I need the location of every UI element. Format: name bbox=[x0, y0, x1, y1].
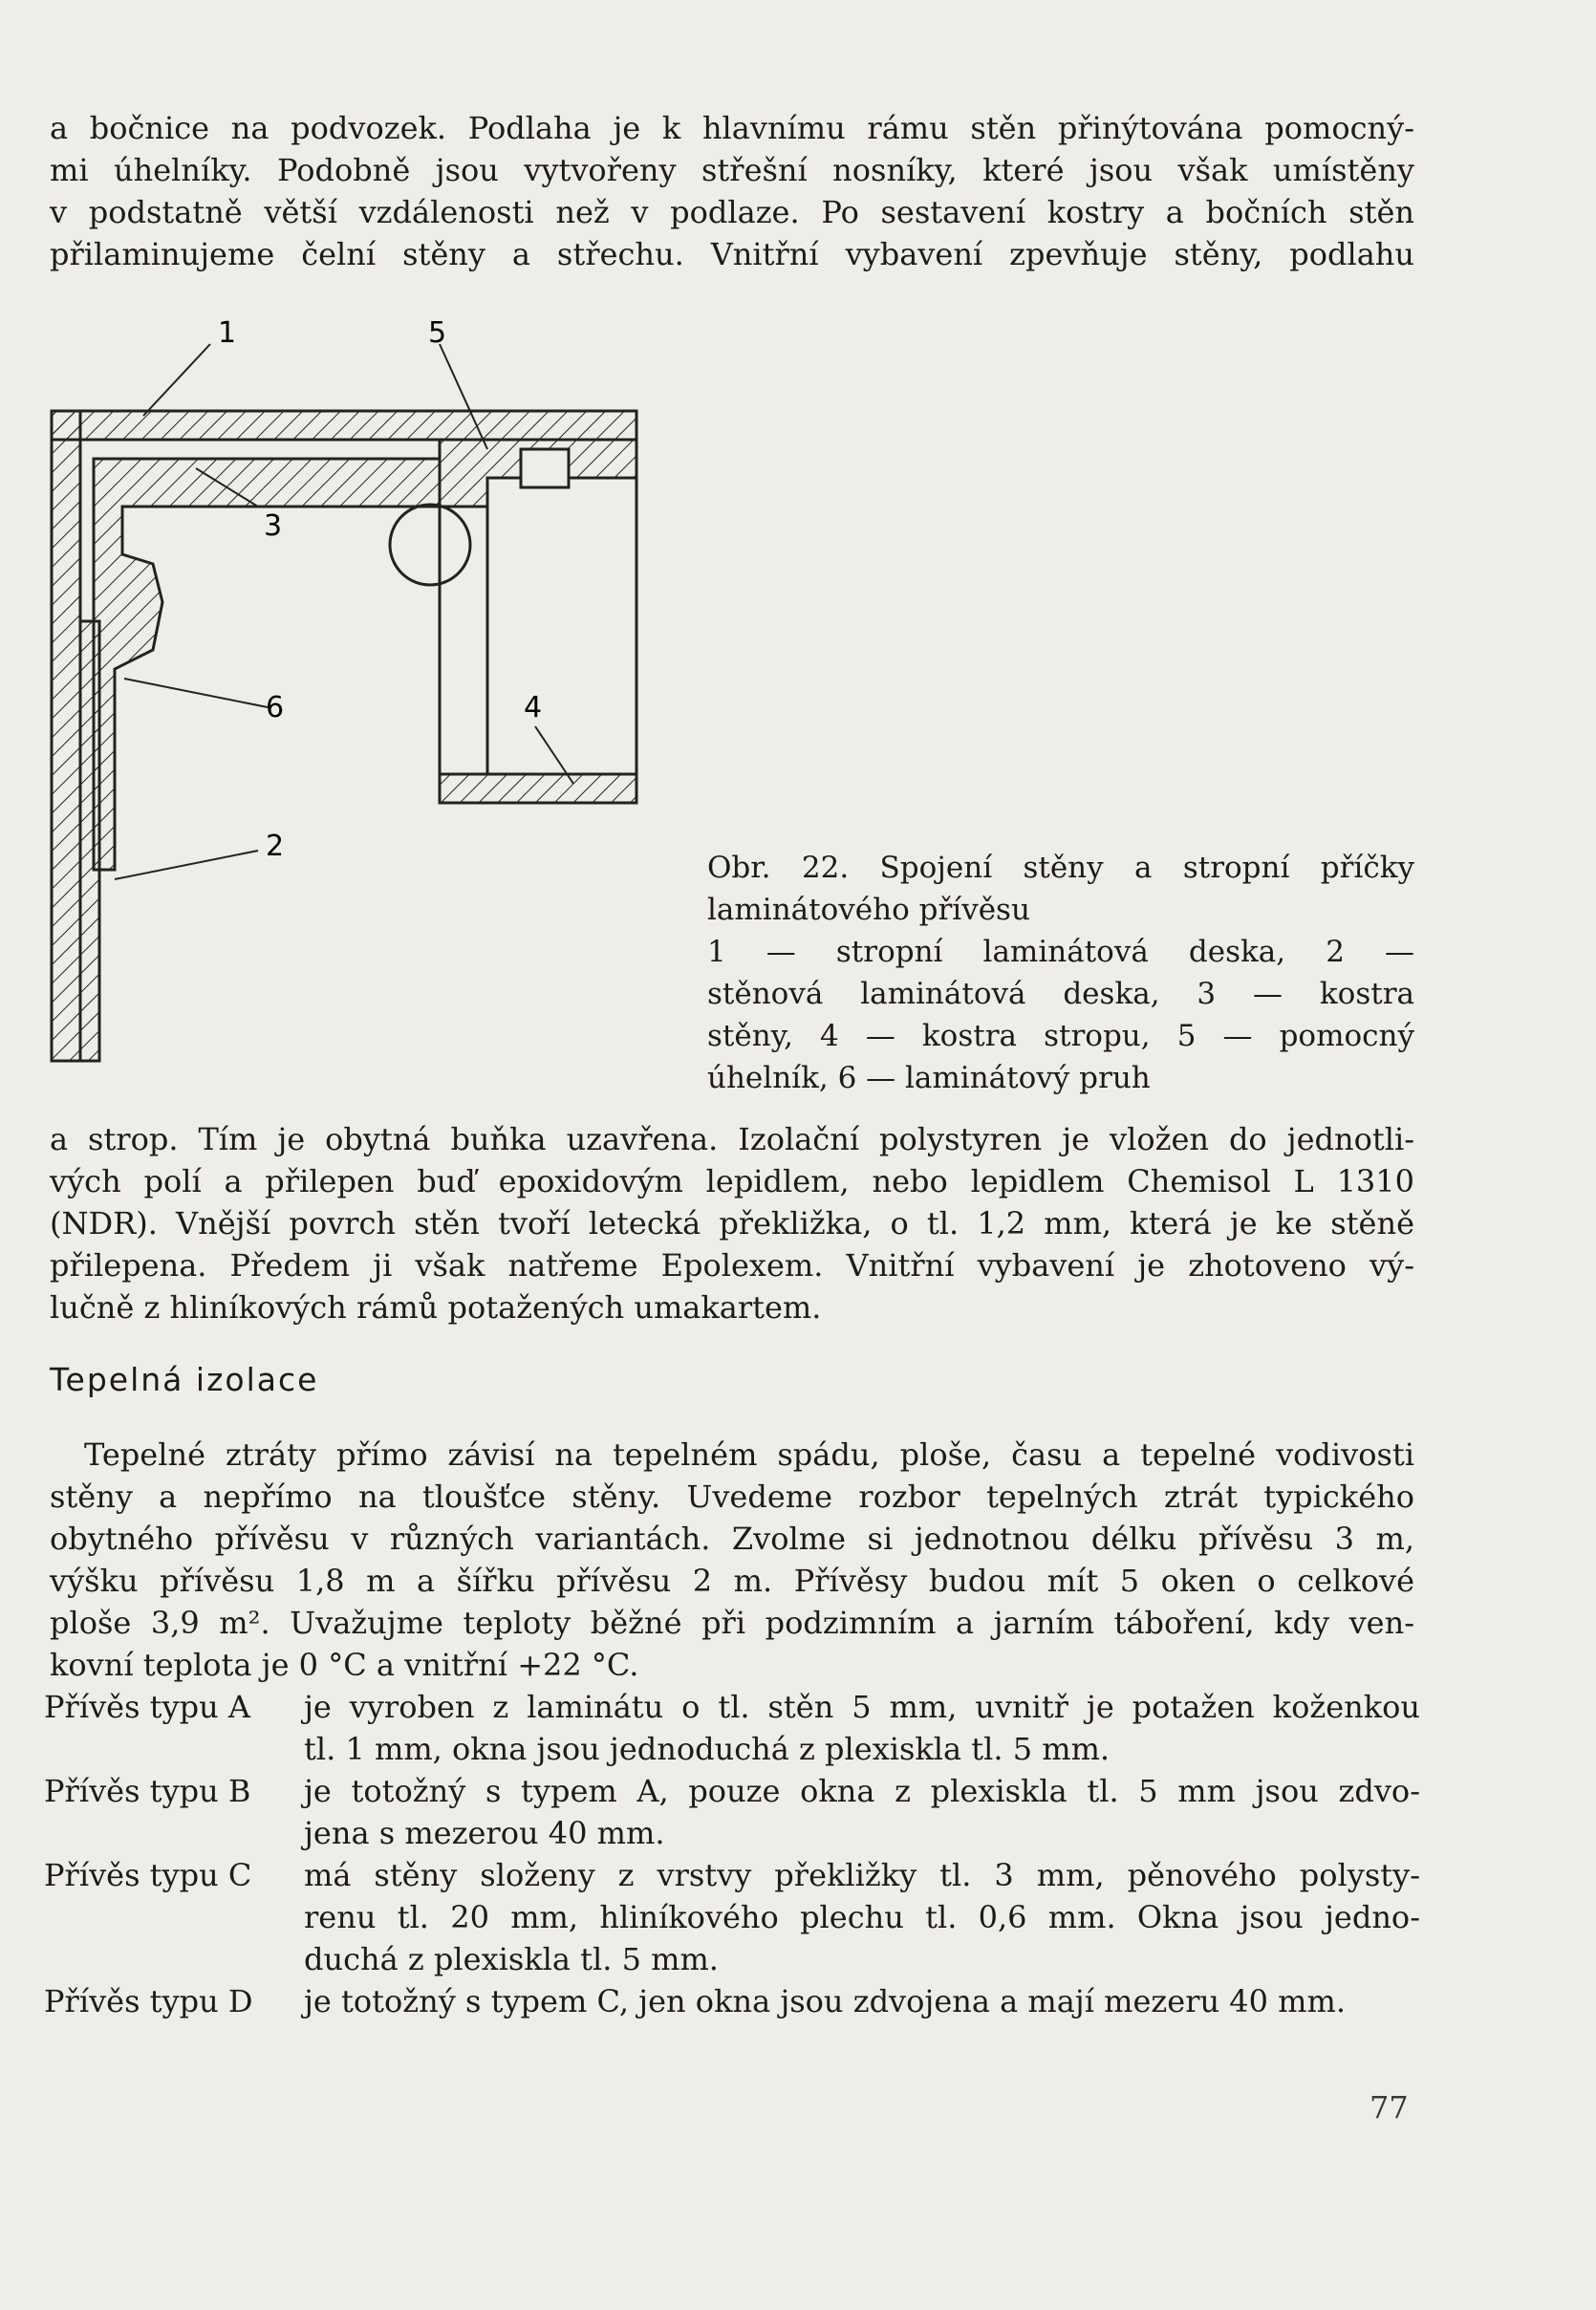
label-5: 5 bbox=[428, 316, 447, 350]
type-description bbox=[304, 1854, 1420, 1980]
label-6: 6 bbox=[266, 691, 285, 724]
caption-line: laminátového přívěsu bbox=[707, 893, 1030, 927]
after-line: a strop. Tím je obytná buňka uzavřena. Izolační polystyren je vložen do jednotli- bbox=[50, 1121, 1414, 1157]
connector bbox=[440, 507, 487, 774]
type-line: je totožný s typem A, pouze okna z plexiskla tl. 5 mm jsou zdvo- bbox=[304, 1773, 1420, 1809]
heat-loss-paragraph bbox=[50, 1434, 1414, 1686]
ceiling-board bbox=[52, 411, 636, 440]
type-name: Přívěs typu D bbox=[44, 1983, 253, 2019]
trailer-type-list bbox=[44, 1686, 1420, 2022]
intro-line: a bočnice na podvozek. Podlaha je k hlavnímu rámu stěn přinýtována pomocný- bbox=[50, 110, 1414, 146]
ceiling-frame bbox=[440, 774, 636, 803]
type-line: jena s mezerou 40 mm. bbox=[304, 1815, 665, 1851]
body-line: ploše 3,9 m². Uvažujme teploty běžné při podzimním a jarním táboření, kdy ven- bbox=[50, 1605, 1414, 1641]
intro-line: v podstatně větší vzdálenosti než v podlaze. Po sestavení kostry a bočních stěn bbox=[50, 194, 1414, 230]
after-line: lučně z hliníkových rámů potažených umakartem. bbox=[50, 1289, 822, 1326]
type-line: má stěny složeny z vrstvy překližky tl. 3 mm, pěnového polysty- bbox=[304, 1857, 1420, 1893]
caption-line: stěny, 4 — kostra stropu, 5 — pomocný bbox=[707, 1019, 1414, 1053]
label-2: 2 bbox=[266, 830, 285, 863]
caption-line: úhelník, 6 — laminátový pruh bbox=[707, 1061, 1151, 1095]
after-figure-paragraph bbox=[50, 1118, 1414, 1328]
label-3: 3 bbox=[264, 509, 283, 543]
section-heading: Tepelná izolace bbox=[50, 1361, 319, 1398]
figure-caption bbox=[707, 847, 1414, 1099]
intro-line: mi úhelníky. Podobně jsou vytvořeny střešní nosníky, které jsou však umístěny bbox=[50, 152, 1414, 188]
intro-paragraph bbox=[50, 107, 1414, 275]
cross-section-figure bbox=[38, 315, 650, 1080]
page-number: 77 bbox=[1370, 2089, 1409, 2126]
type-line: renu tl. 20 mm, hliníkového plechu tl. 0,6 mm. Okna jsou jedno- bbox=[304, 1899, 1420, 1935]
laminate-strip bbox=[80, 621, 99, 1061]
type-line: je vyroben z laminátu o tl. stěn 5 mm, uvnitř je potažen koženkou bbox=[304, 1689, 1420, 1725]
bolt-head bbox=[521, 449, 569, 487]
list-item bbox=[44, 1686, 1420, 1770]
after-line: přilepena. Předem ji však natřeme Epolexem. Vnitřní vybavení je zhotoveno vý- bbox=[50, 1247, 1414, 1284]
type-line: duchá z plexiskla tl. 5 mm. bbox=[304, 1941, 719, 1977]
caption-line: Obr. 22. Spojení stěny a stropní příčky bbox=[707, 851, 1414, 885]
wall-board bbox=[52, 411, 80, 1061]
type-description bbox=[304, 1980, 1420, 2022]
body-line: stěny a nepřímo na tloušťce stěny. Uvedeme rozbor tepelných ztrát typického bbox=[50, 1479, 1414, 1515]
after-line: vých polí a přilepen buď epoxidovým lepidlem, nebo lepidlem Chemisol L 1310 bbox=[50, 1163, 1414, 1199]
body-line: výšku přívěsu 1,8 m a šířku přívěsu 2 m. Přívěsy budou mít 5 oken o celkové bbox=[50, 1563, 1414, 1599]
type-name: Přívěs typu C bbox=[44, 1857, 252, 1893]
list-item bbox=[44, 1854, 1420, 1980]
caption-line: stěnová laminátová deska, 3 — kostra bbox=[707, 977, 1414, 1011]
type-name: Přívěs typu A bbox=[44, 1689, 250, 1725]
body-line: Tepelné ztráty přímo závisí na tepelném spádu, ploše, času a tepelné vodivosti bbox=[84, 1436, 1414, 1473]
label-1: 1 bbox=[218, 316, 237, 350]
type-name: Přívěs typu B bbox=[44, 1773, 251, 1809]
type-description bbox=[304, 1770, 1420, 1854]
after-line: (NDR). Vnější povrch stěn tvoří letecká překližka, o tl. 1,2 mm, která je ke stěně bbox=[50, 1205, 1414, 1241]
list-item bbox=[44, 1770, 1420, 1854]
caption-line: 1 — stropní laminátová deska, 2 — bbox=[707, 935, 1414, 969]
type-line: je totožný s typem C, jen okna jsou zdvojena a mají mezeru 40 mm. bbox=[304, 1983, 1347, 2019]
rivet bbox=[390, 505, 470, 585]
type-description bbox=[304, 1686, 1420, 1770]
type-line: tl. 1 mm, okna jsou jednoduchá z plexiskla tl. 5 mm. bbox=[304, 1731, 1111, 1767]
body-line: kovní teplota je 0 °C a vnitřní +22 °C. bbox=[50, 1647, 639, 1683]
label-4: 4 bbox=[524, 691, 543, 724]
body-line: obytného přívěsu v různých variantách. Zvolme si jednotnou délku přívěsu 3 m, bbox=[50, 1521, 1414, 1557]
intro-line: přilaminujeme čelní stěny a střechu. Vnitřní vybavení zpevňuje stěny, podlahu bbox=[50, 236, 1414, 272]
list-item bbox=[44, 1980, 1420, 2022]
